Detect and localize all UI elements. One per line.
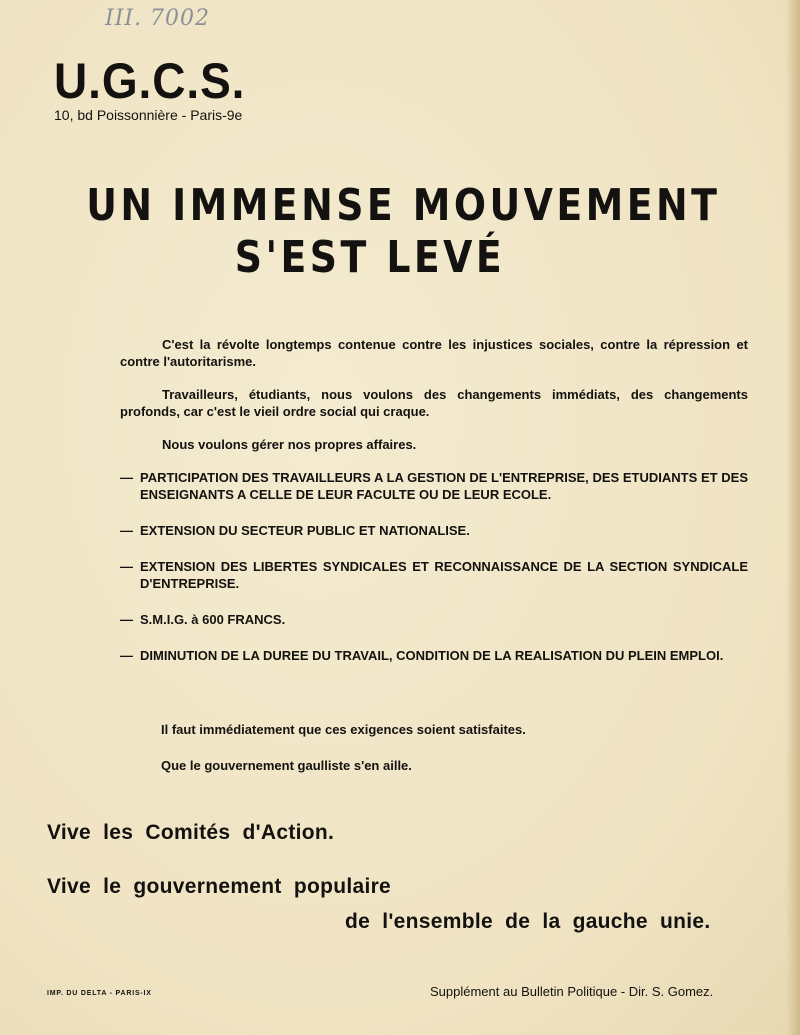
paragraph: Travailleurs, étudiants, nous voulons des changements immédiats, des changements profonds, car c'est le vieil ordre social qui craque.: [120, 387, 748, 419]
closing-line-1: Il faut immédiatement que ces exigences soient satisfaites.: [161, 722, 526, 737]
slogan-line-2: Vive le gouvernement populaire: [47, 875, 392, 898]
headline: [86, 180, 721, 284]
closing-line-2: Que le gouvernement gaulliste s'en aille.: [161, 758, 412, 773]
headline-line-2: S'EST LEVÉ: [234, 232, 506, 283]
supplement-credit: Supplément au Bulletin Politique - Dir. S. Gomez.: [430, 984, 714, 999]
printer-credit: IMP. DU DELTA - PARIS-IX: [47, 990, 152, 997]
archive-mark: III. 7002: [105, 6, 211, 31]
headline-line-1: UN IMMENSE MOUVEMENT: [86, 180, 721, 231]
slogan-line-1: Vive les Comités d'Action.: [47, 821, 335, 844]
demand-text: S.M.I.G. à 600 FRANCS.: [140, 612, 286, 627]
demand-text: EXTENSION DU SECTEUR PUBLIC ET NATIONALISE.: [140, 523, 470, 538]
demand-item: [120, 558, 748, 592]
org-name: U.G.C.S.: [54, 53, 246, 109]
paragraph: Nous voulons gérer nos propres affaires.: [162, 437, 417, 452]
dash-bullet: —: [120, 648, 133, 663]
paragraph: C'est la révolte longtemps contenue contre les injustices sociales, contre la répression et contre l'autoritarisme.: [120, 337, 748, 369]
demand-text: DIMINUTION DE LA DUREE DU TRAVAIL, CONDITION DE LA REALISATION DU PLEIN EMPLOI.: [140, 648, 724, 663]
slogan-line-3: de l'ensemble de la gauche unie.: [345, 910, 711, 933]
dash-bullet: —: [120, 470, 133, 485]
dash-bullet: —: [120, 559, 133, 574]
demand-item: [120, 469, 748, 503]
org-address: 10, bd Poissonnière - Paris-9e: [54, 107, 243, 123]
demand-item: [120, 522, 748, 539]
paper-edge: [786, 0, 800, 1035]
demand-text: EXTENSION DES LIBERTES SYNDICALES ET RECONNAISSANCE DE LA SECTION SYNDICALE D'ENTREPRISE.: [140, 559, 748, 591]
demand-item: [120, 611, 748, 628]
body-text: [120, 336, 748, 683]
dash-bullet: —: [120, 523, 133, 538]
demand-text: PARTICIPATION DES TRAVAILLEURS A LA GESTION DE L'ENTREPRISE, DES ETUDIANTS ET DES ENSEIGNANTS A CELLE DE LEUR FACULTE OU DE LEUR ECOLE.: [140, 470, 748, 502]
dash-bullet: —: [120, 612, 133, 627]
demand-item: [120, 647, 748, 664]
